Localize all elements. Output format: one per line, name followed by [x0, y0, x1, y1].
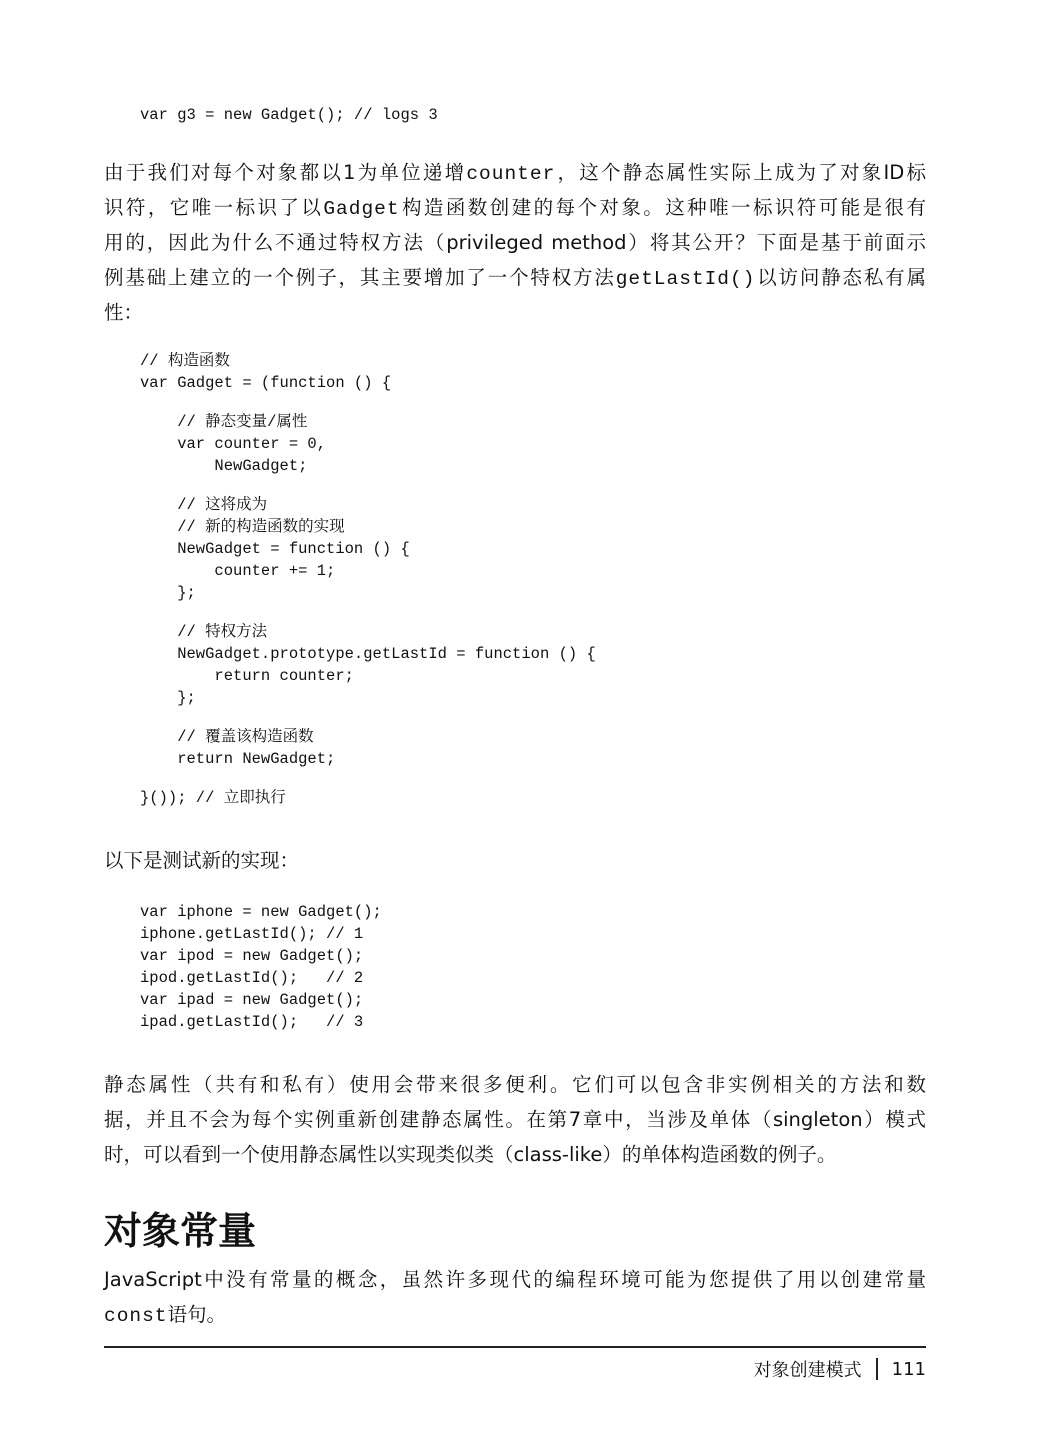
code-line: var Gadget = (function () { — [140, 374, 392, 392]
text-segment: 以访问静态私有属 — [755, 266, 926, 289]
paragraph-test-intro — [104, 843, 926, 878]
text-segment: 语句。 — [167, 1303, 227, 1326]
text-segment: 构造函数创建的每个对象。这种唯一标识符可能是很有 — [399, 196, 926, 219]
inline-code: const — [104, 1305, 168, 1327]
text-segment: 由于我们对每个对象都以1为单位递增 — [104, 161, 467, 184]
text-segment: 用的，因此为什么不通过特权方法（privileged method）将其公开？下面是基于前面示 — [104, 231, 926, 254]
text-line — [104, 190, 926, 225]
code-line: ipod.getLastId(); // 2 — [140, 969, 364, 987]
code-line — [140, 709, 596, 726]
text-line — [104, 260, 926, 295]
inline-code: getLastId() — [615, 268, 756, 290]
text-segment: JavaScript中没有常量的概念，虽然许多现代的编程环境可能为您提供了用以创建常量 — [104, 1268, 926, 1291]
code-line: }; — [140, 689, 196, 707]
code-line: var g3 = new Gadget(); // logs 3 — [140, 106, 438, 124]
code-line: // 构造函数 — [140, 352, 230, 370]
code-line: NewGadget; — [140, 457, 308, 475]
text-line — [104, 1137, 926, 1172]
paragraph-static-id — [104, 155, 926, 330]
code-line: // 覆盖该构造函数 — [140, 728, 314, 746]
code-line: // 静态变量/属性 — [140, 413, 308, 431]
section-heading: 对象常量 — [104, 1209, 257, 1253]
paragraph-constants — [104, 1262, 926, 1332]
paragraph-static-benefits — [104, 1067, 926, 1172]
text-line — [104, 155, 926, 190]
code-line: NewGadget.prototype.getLastId = function () { — [140, 645, 596, 663]
inline-code: counter — [466, 163, 556, 185]
text-line — [104, 1067, 926, 1102]
text-segment: 据，并且不会为每个实例重新创建静态属性。在第7章中，当涉及单体（singleton）模式 — [104, 1108, 926, 1131]
text-line — [104, 225, 926, 260]
text-line — [104, 1297, 926, 1332]
code-line: var ipad = new Gadget(); — [140, 991, 364, 1009]
text-segment: 性： — [104, 301, 144, 324]
text-segment: 时，可以看到一个使用静态属性以实现类似类（class-like）的单体构造函数的例子。 — [104, 1143, 837, 1166]
text-line — [104, 1102, 926, 1137]
code-block-test — [140, 901, 382, 1033]
code-line: }()); // 立即执行 — [140, 789, 286, 807]
code-line — [140, 770, 596, 787]
code-line: // 特权方法 — [140, 623, 268, 641]
code-line: var iphone = new Gadget(); — [140, 903, 382, 921]
code-line: iphone.getLastId(); // 1 — [140, 925, 364, 943]
text-segment: ，这个静态属性实际上成为了对象ID标 — [555, 161, 926, 184]
code-line: // 这将成为 — [140, 496, 268, 514]
code-line: counter += 1; — [140, 562, 336, 580]
code-line — [140, 394, 596, 411]
text-line — [104, 843, 926, 878]
code-line: return counter; — [140, 667, 354, 685]
chapter-title: 对象创建模式 — [753, 1360, 862, 1381]
footer-divider — [104, 1346, 926, 1348]
code-line: // 新的构造函数的实现 — [140, 518, 345, 536]
code-block-gadget-constructor — [140, 350, 596, 809]
footer-separator — [876, 1358, 878, 1380]
text-line — [104, 1262, 926, 1297]
page-number: 111 — [891, 1358, 926, 1380]
code-line: var ipod = new Gadget(); — [140, 947, 364, 965]
page-footer — [754, 1356, 926, 1382]
code-line: ipad.getLastId(); // 3 — [140, 1013, 364, 1031]
text-segment: 识符，它唯一标识了以 — [104, 196, 324, 219]
code-line: var counter = 0, — [140, 435, 327, 453]
code-line: return NewGadget; — [140, 750, 336, 768]
code-line: NewGadget = function () { — [140, 540, 410, 558]
text-line — [104, 295, 926, 330]
text-segment: 例基础上建立的一个例子，其主要增加了一个特权方法 — [104, 266, 616, 289]
text-segment: 以下是测试新的实现： — [104, 849, 300, 872]
code-line — [140, 477, 596, 494]
inline-code: Gadget — [323, 198, 400, 220]
code-line — [140, 604, 596, 621]
code-line: }; — [140, 584, 196, 602]
text-segment: 静态属性（共有和私有）使用会带来很多便利。它们可以包含非实例相关的方法和数 — [104, 1073, 926, 1096]
code-block-logs — [140, 104, 438, 126]
